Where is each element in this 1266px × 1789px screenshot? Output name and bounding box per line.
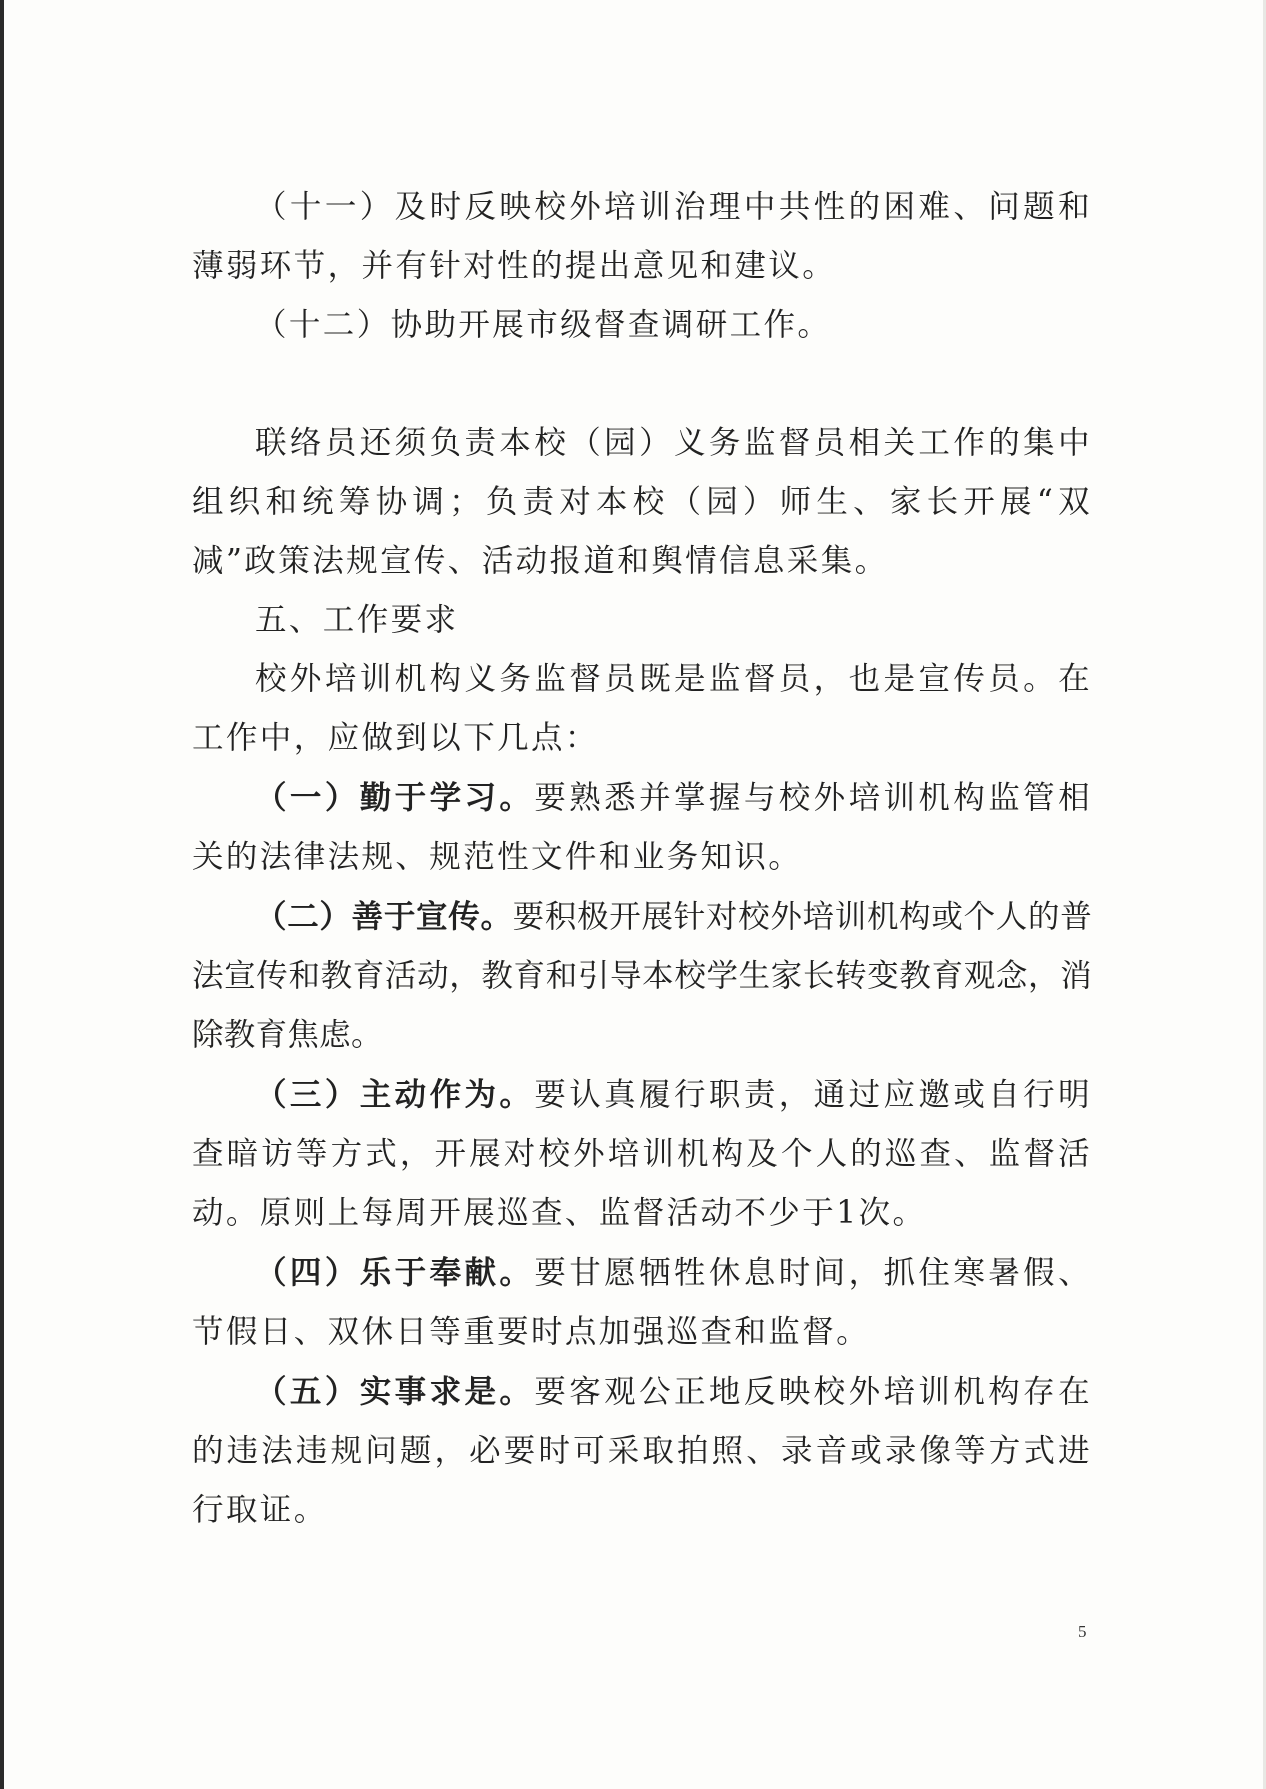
requirement-one-text: 要熟悉并掌握与校外培训机构监管相关的法律法规、规范性文件和业务知识。 — [192, 780, 1093, 875]
requirement-three-lead: （三）主动作为。 — [255, 1076, 535, 1113]
requirement-five-text: 要客观公正地反映校外培训机构存在的违法违规问题，必要时可采取拍照、录音或录像等方式进行取证。 — [192, 1374, 1093, 1528]
page-number: 5 — [1078, 1622, 1087, 1641]
requirement-four-paragraph — [192, 1243, 1092, 1362]
requirement-two-lead: （二）善于宣传。 — [255, 898, 513, 935]
requirement-five-paragraph — [192, 1362, 1092, 1540]
document-body — [192, 178, 1092, 1540]
requirement-two-paragraph — [192, 887, 1092, 1065]
scan-edge-left — [0, 0, 4, 1789]
requirement-one-paragraph — [192, 768, 1092, 887]
requirement-three-text: 要认真履行职责，通过应邀或自行明查暗访等方式，开展对校外培训机构及个人的巡查、监督活动。原则上每周开展巡查、监督活动不少于1次。 — [192, 1077, 1093, 1231]
item-twelve-text: （十二）协助开展市级督查调研工作。 — [255, 307, 832, 343]
section-five-heading — [192, 591, 1092, 650]
requirement-four-text: 要甘愿牺牲休息时间，抓住寒暑假、节假日、双休日等重要时点加强巡查和监督。 — [192, 1255, 1093, 1350]
section-five-heading-text: 五、工作要求 — [255, 602, 459, 638]
requirement-four-lead: （四）乐于奉献。 — [255, 1254, 535, 1291]
liaison-paragraph — [192, 414, 1092, 591]
requirement-one-lead: （一）勤于学习。 — [255, 779, 535, 816]
item-eleven-paragraph — [192, 178, 1092, 296]
requirement-five-lead: （五）实事求是。 — [255, 1373, 535, 1410]
item-eleven-text: （十一）及时反映校外培训治理中共性的困难、问题和薄弱环节，并有针对性的提出意见和建议。 — [192, 189, 1092, 284]
paragraph-gap — [192, 355, 1092, 414]
item-twelve-paragraph — [192, 296, 1092, 355]
intro-paragraph — [192, 650, 1092, 768]
liaison-text: 联络员还须负责本校（园）义务监督员相关工作的集中组织和统筹协调；负责对本校（园）师生、家长开展“双减”政策法规宣传、活动报道和舆情信息采集。 — [192, 425, 1092, 579]
requirement-two-text: 要积极开展针对校外培训机构或个人的普法宣传和教育活动，教育和引导本校学生家长转变教育观念，消除教育焦虑。 — [192, 899, 1093, 1053]
intro-text: 校外培训机构义务监督员既是监督员，也是宣传员。在工作中，应做到以下几点： — [192, 661, 1092, 756]
requirement-three-paragraph — [192, 1065, 1092, 1243]
